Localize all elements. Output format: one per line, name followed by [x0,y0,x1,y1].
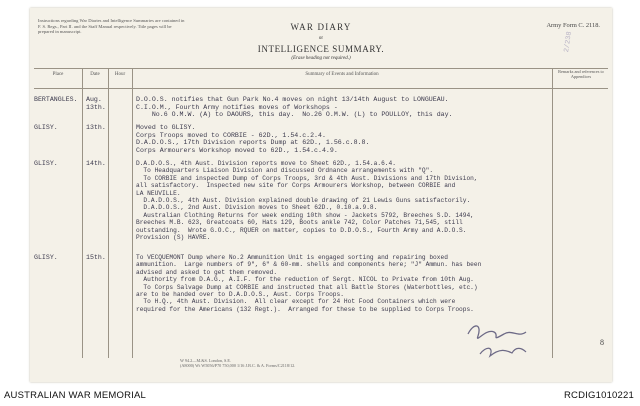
handwritten-signature [460,320,550,360]
footer-institution: AUSTRALIAN WAR MEMORIAL [4,390,147,401]
title-or: or [318,36,324,41]
col-header-place: Place [52,72,64,77]
header-top-rule [34,68,608,69]
entry-place: GLISY. [34,160,58,167]
instructions-note: Instructions regarding War Diaries and Intelligence Summaries are contained in F. S. Regs., Part II. and the Staff Manual respectively. Title pages will be prepared in manuscript. [38,18,185,35]
entry-date: 15th. [86,254,106,261]
page-mark: 8 [600,338,604,347]
archive-stamp: 2/238 [563,31,574,53]
col-header-date: Date [90,72,100,77]
entry-date: 13th. [86,124,106,131]
place-date-divider [82,68,83,358]
entry-text: To VECQUEMONT Dump where No.2 Ammunition Unit is engaged sorting and repairing boxed ammunition. Large numbers of 9", 6" & 60-mm. shells and components here; "J" Ammun. has been advised and asked to get them removed. Authority from D.A.G., A.I.F. for the reduction of Sergt. NICOL to Private from 10th Aug. To Corps Salvage Dump at CORBIE and instructed that all Battle Stores (Waterbottles, etc.) are to be handed over to D.A.D.O.S., Aust. Corps Troops. To H.Q., 4th Aust. Division. All clear except for 24 Hot Food Containers which were required for the Americans (132 Regt.). Arranged for these to be supplied to Corps Troops. [136,254,482,313]
entry-place: GLISY. [34,254,58,261]
hour-summary-divider [132,68,133,358]
entry-place: BERTANGLES. [34,96,78,103]
col-header-hour: Hour [114,72,126,77]
entry-date: Aug. 13th. [86,96,106,111]
header-bottom-rule [34,88,608,89]
form-number: Army Form C. 2118. [546,22,600,29]
footer-record-id: RCDIG1010221 [564,390,634,401]
entry-text: D.O.O.S. notifies that Gun Park No.4 moves on night 13/14th August to LONGUEAU. C.I.O.M., Fourth Army notifies moves of Workshops - No.6 O.M.W. (A) to DAOURS, this day. No.26 O.M.W. (L) to POULLOY, this day. [136,96,453,119]
col-header-remarks: Remarks and references to Appendices [558,69,604,79]
summary-remarks-divider [552,68,553,358]
entry-text: Moved to GLISY. Corps Troops moved to CORBIE - 62D., 1.54.c.2.4. D.A.D.O.S., 17th Division reports Dump at 62D., 1.56.c.8.8. Corps Armourers Workshop moved to 62D., 1.54.c.4.9. [136,124,370,154]
col-header-summary: Summary of Events and Information [305,72,379,77]
title-intelligence-summary: INTELLIGENCE SUMMARY. [257,44,385,54]
war-diary-sheet [30,8,612,382]
entry-text: D.A.D.O.S., 4th Aust. Division reports move to Sheet 62D., 1.54.a.6.4. To Headquarters Liaison Division and discussed Ordnance arrangements with "Q". To CORBIE and inspected Dump of Corps Troops, 3rd & 4th Aust. Divisions and 17th Division, all satisfactory. Inspected new site for Corps Armourers Workshop, between CORBIE and LA NEUVILLE. D.A.D.O.S., 4th Aust. Division explained double drawing of 21 Lewis Guns satisfactorily. D.A.D.O.S., 2nd Aust. Division moves to Sheet 62D., 0.10.a.9.8. Australian Clothing Returns for week ending 10th show - Jackets 5792, Breeches S.D. 1494, Breeches M.B. 623, Greatcoats 60, Hats 129, Boots ankle 742, Color Patches 71,545, still outstanding. Wrote G.O.C., RQUER on matter, copies to D.D.O.S., Fourth Army and A.D.O.S. Provision (S) HAVRE. [136,160,478,242]
title-war-diary: WAR DIARY [290,22,352,32]
entry-place: GLISY. [34,124,58,131]
date-hour-divider [108,68,109,358]
printer-imprint: W 94.2—M.&S. London, S.E. (A8000) Wt W5056/P70 750,000 1/16 J.B.C. & A. Forms/C2118/12. [180,358,296,368]
entry-date: 14th. [86,160,106,167]
title-erase-note: (Erase heading not required.) [291,56,351,61]
